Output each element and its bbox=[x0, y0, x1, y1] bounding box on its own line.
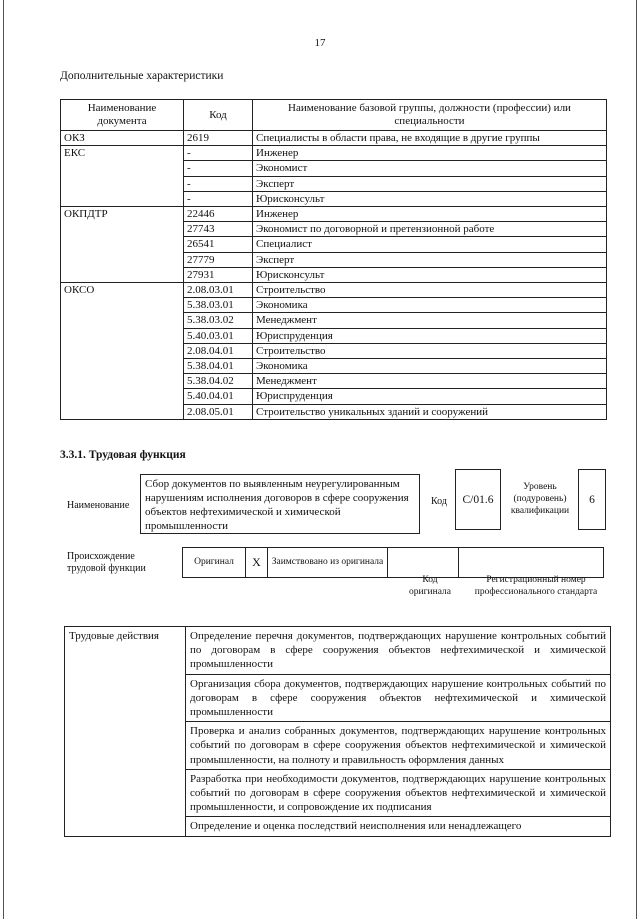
function-title: 3.3.1. Трудовая функция bbox=[60, 449, 186, 461]
function-code-box: C/01.6 bbox=[455, 469, 501, 530]
code-cell: - bbox=[184, 146, 253, 161]
code-cell: - bbox=[184, 176, 253, 191]
labor-actions-body bbox=[65, 627, 611, 837]
labor-action-row bbox=[65, 627, 611, 675]
labor-action-item: Разработка при необходимости документов, подтверждающих нарушение контрольных событий по договорам в сфере сооружения объектов нефтехимической и химической промышленности, и сопровождение их подписания bbox=[186, 769, 611, 817]
document-cell: ОКСО bbox=[61, 283, 184, 420]
code-cell: 2.08.04.01 bbox=[184, 343, 253, 358]
code-cell: 2.08.03.01 bbox=[184, 283, 253, 298]
name-cell: Специалисты в области права, не входящие в другие группы bbox=[253, 131, 607, 146]
section-heading: Дополнительные характеристики bbox=[60, 70, 224, 82]
name-cell: Менеджмент bbox=[253, 313, 607, 328]
document-cell: ЕКС bbox=[61, 146, 184, 207]
labor-action-item: Организация сбора документов, подтверждающих нарушение контрольных событий по договорам в сфере сооружения объектов нефтехимической и химической промышленности bbox=[186, 674, 611, 722]
registration-caption: Регистрационный номер профессионального стандарта bbox=[474, 575, 598, 597]
level-box: 6 bbox=[578, 469, 606, 530]
code-cell: 5.38.03.02 bbox=[184, 313, 253, 328]
name-cell: Строительство bbox=[253, 343, 607, 358]
code-cell: 5.38.03.01 bbox=[184, 298, 253, 313]
code-label: Код bbox=[431, 496, 447, 507]
name-cell: Экономика bbox=[253, 298, 607, 313]
code-cell: 5.40.04.01 bbox=[184, 389, 253, 404]
header-code: Код bbox=[184, 100, 253, 131]
name-cell: Строительство bbox=[253, 283, 607, 298]
code-cell: 27779 bbox=[184, 252, 253, 267]
origin-label: Происхождение трудовой функции bbox=[67, 551, 146, 574]
labor-action-item: Определение и оценка последствий неисполнения или ненадлежащего bbox=[186, 817, 611, 836]
original-label: Оригинал bbox=[183, 548, 246, 578]
header-document: Наименование документа bbox=[61, 100, 184, 131]
name-cell: Юриспруденция bbox=[253, 328, 607, 343]
name-cell: Эксперт bbox=[253, 176, 607, 191]
name-cell: Юриспруденция bbox=[253, 389, 607, 404]
labor-action-item: Проверка и анализ собранных документов, подтверждающих нарушение контрольных событий по договорам в сфере сооружения объектов нефтехимической и химической промышленности, на полноту и правильность оформления данных bbox=[186, 722, 611, 770]
name-cell: Строительство уникальных зданий и сооружений bbox=[253, 404, 607, 419]
header-name: Наименование базовой группы, должности (профессии) или специальности bbox=[253, 100, 607, 131]
code-cell: 2.08.05.01 bbox=[184, 404, 253, 419]
code-cell: 5.40.03.01 bbox=[184, 328, 253, 343]
name-cell: Экономист по договорной и претензионной работе bbox=[253, 222, 607, 237]
labor-actions-table bbox=[64, 626, 611, 837]
name-cell: Инженер bbox=[253, 207, 607, 222]
document-cell: ОКПДТР bbox=[61, 207, 184, 283]
borrowed-label: Заимствовано из оригинала bbox=[268, 548, 388, 578]
name-cell: Менеджмент bbox=[253, 374, 607, 389]
code-cell: 5.38.04.02 bbox=[184, 374, 253, 389]
code-cell: 22446 bbox=[184, 207, 253, 222]
name-cell: Экономист bbox=[253, 161, 607, 176]
page-number: 17 bbox=[314, 37, 326, 49]
level-label: Уровень (подуровень) квалификации bbox=[510, 482, 570, 516]
code-original-caption: Код оригинала bbox=[409, 575, 451, 597]
code-cell: 2619 bbox=[184, 131, 253, 146]
document-cell: ОКЗ bbox=[61, 131, 184, 146]
function-name-box: Сбор документов по выявленным неурегулированным нарушениям исполнения договоров в сфере сооружения объектов нефтехимической и химической промышленности bbox=[140, 474, 420, 534]
name-cell: Юрисконсульт bbox=[253, 267, 607, 282]
name-cell: Инженер bbox=[253, 146, 607, 161]
code-cell: 26541 bbox=[184, 237, 253, 252]
name-cell: Экономика bbox=[253, 359, 607, 374]
code-cell: - bbox=[184, 191, 253, 206]
code-cell: - bbox=[184, 161, 253, 176]
labor-action-item: Определение перечня документов, подтверждающих нарушение контрольных событий по договорам в сфере сооружения объектов нефтехимической и химической промышленности bbox=[186, 627, 611, 675]
code-cell: 5.38.04.01 bbox=[184, 359, 253, 374]
code-cell: 27931 bbox=[184, 267, 253, 282]
code-cell: 27743 bbox=[184, 222, 253, 237]
name-cell: Специалист bbox=[253, 237, 607, 252]
name-cell: Эксперт bbox=[253, 252, 607, 267]
name-cell: Юрисконсульт bbox=[253, 191, 607, 206]
labor-actions-label: Трудовые действия bbox=[65, 627, 186, 837]
name-label: Наименование bbox=[67, 500, 130, 511]
original-mark: X bbox=[246, 548, 268, 578]
